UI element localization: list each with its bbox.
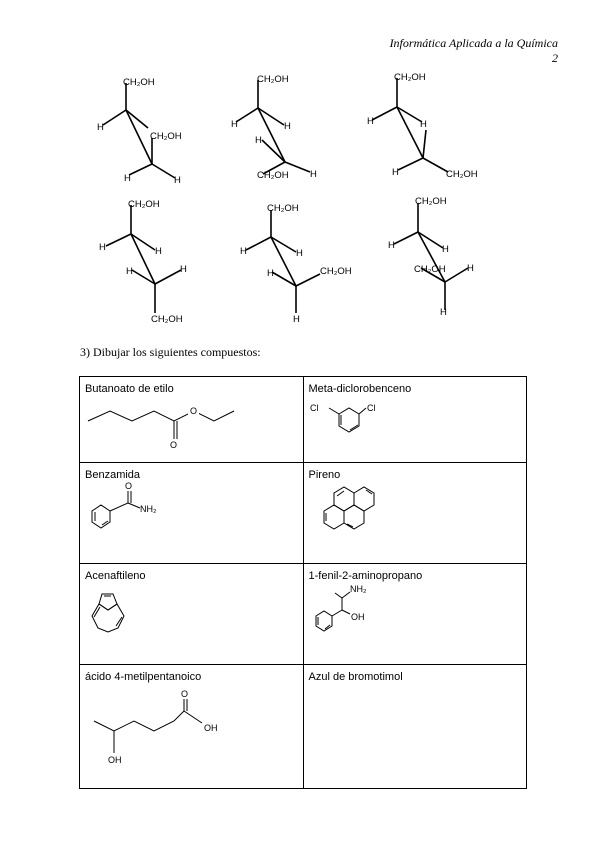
atom-cl-2: Cl	[366, 403, 375, 413]
atom-o: O	[125, 481, 133, 491]
header-title: Informática Aplicada a la Química	[389, 36, 558, 50]
compound-name: Acenaftileno	[85, 570, 146, 582]
label-h: H	[284, 121, 291, 132]
compound-name: 1-fenil-2-aminopropano	[308, 570, 423, 582]
sawhorse-structures	[0, 0, 600, 340]
structure-1-fenil-2-aminopropano	[304, 564, 530, 665]
label-ch2oh: CH₂OH	[151, 314, 183, 325]
structure-meta-diclorobenceno	[304, 377, 530, 463]
atom-o: O	[181, 689, 189, 699]
compound-cell-azul-bromotimol	[303, 665, 527, 789]
label-h: H	[174, 175, 181, 186]
atom-oh-acid: OH	[204, 723, 218, 733]
label-h: H	[467, 263, 474, 274]
structure-butanoato-de-etilo	[80, 377, 302, 463]
label-h: H	[255, 135, 262, 146]
label-ch2oh: CH₂OH	[257, 74, 289, 85]
sawhorse-structure-5	[240, 203, 352, 325]
label-ch2oh: CH₂OH	[446, 169, 478, 180]
compound-cell-fenil-aminopropano	[303, 564, 527, 665]
compound-cell-pireno	[303, 463, 527, 564]
label-h: H	[97, 122, 104, 133]
label-h: H	[296, 248, 303, 259]
label-ch2oh: CH₂OH	[150, 131, 182, 142]
label-h: H	[310, 169, 317, 180]
label-h: H	[231, 119, 238, 130]
sawhorse-structure-2	[231, 74, 317, 181]
compound-cell-acido-metilpentanoico	[80, 665, 304, 789]
label-h: H	[440, 307, 447, 318]
compound-cell-meta-diclorobenceno	[303, 377, 527, 463]
label-h: H	[293, 314, 300, 325]
page-number: 2	[552, 51, 558, 65]
label-ch2oh: CH₂OH	[267, 203, 299, 214]
label-h: H	[420, 119, 427, 130]
compound-name: Azul de bromotimol	[308, 671, 403, 683]
compound-name: Meta-diclorobenceno	[308, 383, 412, 395]
label-ch2oh: CH₂OH	[320, 266, 352, 277]
compound-name: Butanoato de etilo	[85, 383, 174, 395]
compound-name: Benzamida	[85, 469, 141, 481]
label-h: H	[126, 266, 133, 277]
label-ch2oh: CH₂OH	[414, 264, 446, 275]
structure-benzamida	[80, 463, 302, 564]
label-h: H	[392, 167, 399, 178]
atom-nh2: NH₂	[140, 504, 157, 514]
atom-o-ester: O	[190, 406, 198, 416]
atom-o-carbonyl: O	[170, 440, 178, 450]
compound-name: Pireno	[308, 469, 341, 481]
label-h: H	[240, 246, 247, 257]
label-ch2oh: CH₂OH	[257, 170, 289, 181]
atom-cl-1: Cl	[309, 403, 318, 413]
compound-cell-benzamida	[80, 463, 304, 564]
label-ch2oh: CH₂OH	[123, 77, 155, 88]
compound-cell-acenaftileno	[80, 564, 304, 665]
structure-acenaftileno	[80, 564, 302, 665]
label-h: H	[388, 240, 395, 251]
label-ch2oh: CH₂OH	[394, 72, 426, 83]
structure-acido-4-metilpentanoico	[80, 665, 302, 789]
compounds-table	[79, 376, 527, 789]
label-h: H	[180, 264, 187, 275]
structure-pireno	[304, 463, 530, 564]
sawhorse-structure-1	[97, 77, 182, 186]
label-h: H	[267, 268, 274, 279]
label-ch2oh: CH₂OH	[415, 196, 447, 207]
label-h: H	[442, 244, 449, 255]
label-h: H	[124, 173, 131, 184]
label-h: H	[99, 242, 106, 253]
label-h: H	[367, 116, 374, 127]
sawhorse-structure-4	[99, 199, 187, 325]
atom-nh2: NH₂	[349, 584, 366, 594]
atom-oh: OH	[108, 755, 122, 765]
label-ch2oh: CH₂OH	[128, 199, 160, 210]
sawhorse-structure-3	[367, 72, 478, 180]
compound-name: ácido 4-metilpentanoico	[85, 671, 202, 683]
sawhorse-structure-6	[388, 196, 474, 318]
label-h: H	[155, 246, 162, 257]
compound-cell-butanoato	[80, 377, 304, 463]
question-3: 3) Dibujar los siguientes compuestos:	[80, 345, 261, 359]
atom-oh: OH	[350, 612, 364, 622]
